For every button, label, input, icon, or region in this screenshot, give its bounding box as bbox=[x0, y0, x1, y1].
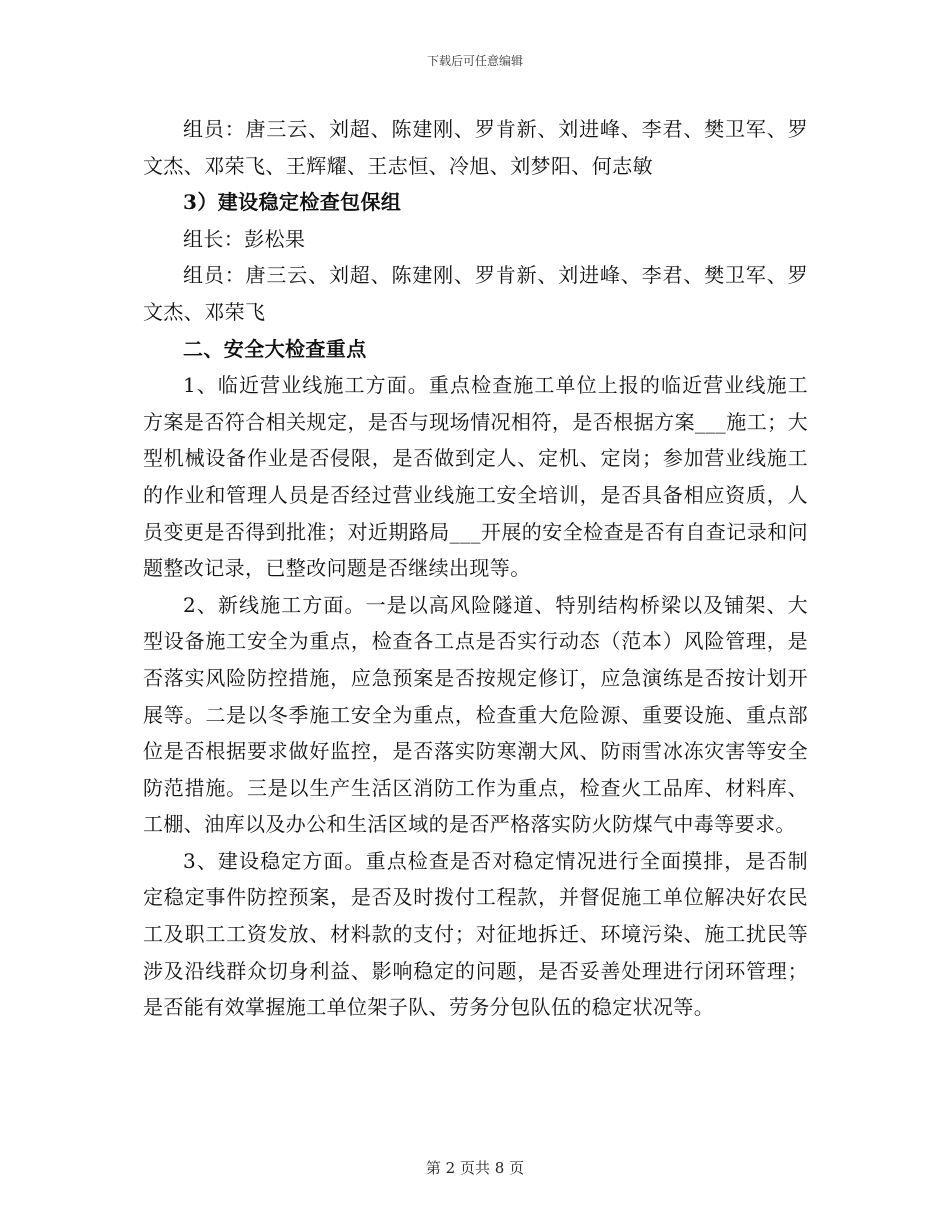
section-heading-inspection-focus: 二、安全大检查重点 bbox=[183, 336, 367, 361]
document-body bbox=[143, 111, 808, 1026]
group-leader-paragraph: 组长：彭松果 bbox=[183, 226, 306, 251]
page-footer: 第 2 页共 8 页 bbox=[425, 1159, 525, 1177]
body-paragraph: 1、临近营业线施工方面。重点检查施工单位上报的临近营业线施工方案是否符合相关规定，是否与现场情况相符，是否根据方案___施工；大型机械设备作业是否侵限，是否做到定人、定机、定岗；参加营业线施工的作业和管理人员是否经过营业线施工安全培训，是否具备相应资质，人员变更是否得到批准；对近期路局___开展的安全检查是否有自查记录和问题整改记录，已整改问题是否继续出现等。 bbox=[143, 373, 808, 581]
group-members-paragraph: 组员：唐三云、刘超、陈建刚、罗肯新、刘进峰、李君、樊卫军、罗文杰、邓荣飞、王辉耀、王志恒、冷旭、刘梦阳、何志敏 bbox=[143, 117, 808, 178]
section-heading-stability-group: 3）建设稳定检查包保组 bbox=[183, 190, 402, 215]
group-members-paragraph: 组员：唐三云、刘超、陈建刚、罗肯新、刘进峰、李君、樊卫军、罗文杰、邓荣飞 bbox=[143, 263, 808, 324]
body-paragraph: 3、建设稳定方面。重点检查是否对稳定情况进行全面摸排，是否制定稳定事件防控预案，是否及时拨付工程款，并督促施工单位解决好农民工及职工工资发放、材料款的支付；对征地拆迁、环境污染、施工扰民等涉及沿线群众切身利益、影响稳定的问题，是否妥善处理进行闭环管理；是否能有效掌握施工单位架子队、劳务分包队伍的稳定状况等。 bbox=[143, 848, 808, 1020]
page-header: 下载后可任意编辑 bbox=[426, 54, 523, 68]
body-paragraph: 2、新线施工方面。一是以高风险隧道、特别结构桥梁以及铺架、大型设备施工安全为重点，检查各工点是否实行动态（范本）风险管理，是否落实风险防控措施，应急预案是否按规定修订，应急演练是否按计划开展等。二是以冬季施工安全为重点，检查重大危险源、重要设施、重点部位是否根据要求做好监控，是否落实防寒潮大风、防雨雪冰冻灾害等安全防范措施。三是以生产生活区消防工作为重点，检查火工品库、材料库、工棚、油库以及办公和生活区域的是否严格落实防火防煤气中毒等要求。 bbox=[143, 592, 808, 837]
